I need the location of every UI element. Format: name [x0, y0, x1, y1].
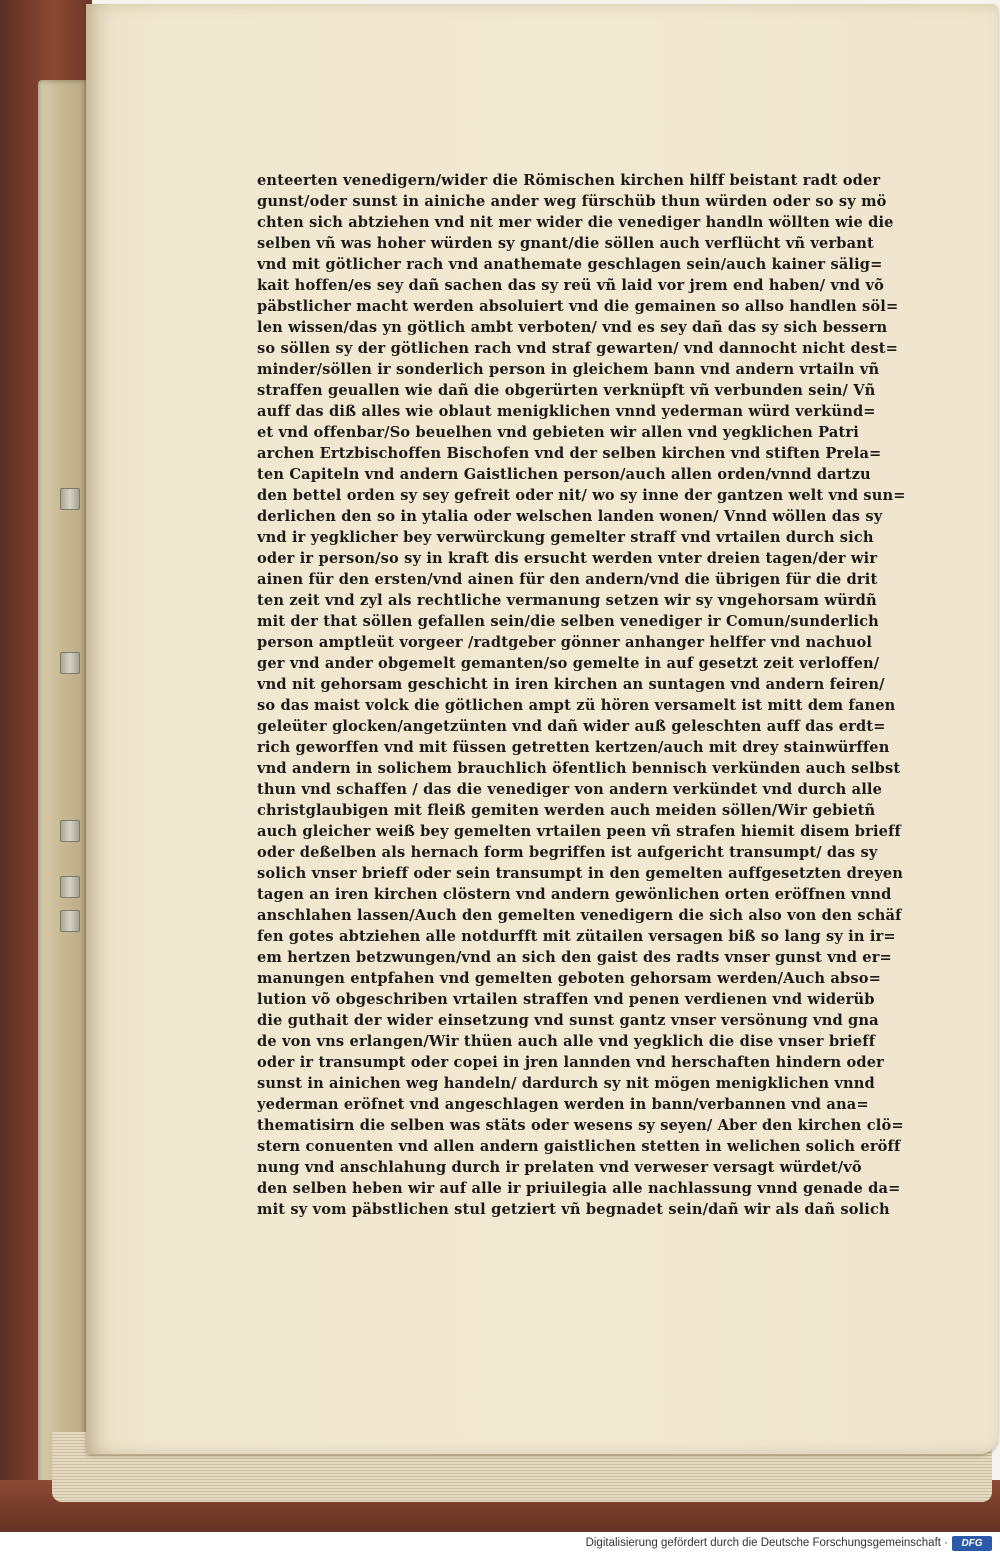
text-line: geleüter glocken/angetzünten vnd dañ wider auß geleschten auff das erdt= — [257, 718, 886, 735]
text-line: fen gotes abtziehen alle notdurfft mit zütailen versagen biß so lang sy in ir= — [257, 928, 896, 945]
text-line: de von vns erlangen/Wir thüen auch alle vnd yegklich die dise vnser brieff — [257, 1033, 876, 1050]
text-line: auch gleicher weiß bey gemelten vrtailen peen vñ strafen hiemit disem brieff — [257, 823, 901, 840]
text-line: gunst/oder sunst in ainiche ander weg fürschüb thun würden oder so sy mö — [257, 193, 887, 210]
text-line: kait hoffen/es sey dañ sachen das sy reü vñ laid vor jrem end haben/ vnd võ — [257, 277, 884, 294]
text-line: et vnd offenbar/So beuelhen vnd gebieten wir allen vnd yegklichen Patri — [257, 424, 859, 441]
text-line: solich vnser brieff oder sein transumpt in den gemelten auffgesetzten dreyen — [257, 865, 904, 882]
page-tab — [60, 910, 80, 932]
text-line: ger vnd ander obgemelt gemanten/so gemelte in auf gesetzt zeit verloffen/ — [257, 655, 880, 672]
text-line: thun vnd schaffen / das die venediger von andern verkündet vnd durch alle — [257, 781, 883, 798]
text-line: oder deßelben als hernach form begriffen ist aufgericht transumpt/ das sy — [257, 844, 878, 861]
text-line: person amptleüt vorgeer /radtgeber gönner anhanger helffer vnd nachuol — [257, 634, 873, 651]
text-line: thematisirn die selben was stäts oder wesens sy seyen/ Aber den kirchen clö= — [257, 1117, 904, 1134]
text-line: den selben heben wir auf alle ir priuilegia alle nachlassung vnnd genade da= — [257, 1180, 901, 1197]
text-line: mit sy vom päbstlichen stul getziert vñ begnadet sein/dañ wir als dañ solich — [257, 1201, 890, 1218]
text-line: so söllen sy der götlichen rach vnd straf gewarten/ vnd dannocht nicht dest= — [257, 340, 898, 357]
text-line: enteerten venedigern/wider die Römischen kirchen hilff beistant radt oder — [257, 172, 881, 189]
text-line: vnd ir yegklicher bey verwürckung gemelter straff vnd vrtailen durch sich — [257, 529, 874, 546]
text-line: derlichen den so in ytalia oder welschen landen wonen/ Vnnd wöllen das sy — [257, 508, 883, 525]
text-line: straffen geuallen wie dañ die obgerürten verknüpft vñ verbunden sein/ Vñ — [257, 382, 876, 399]
text-line: selben vñ was hoher würden sy gnant/die söllen auch verflücht vñ verbant — [257, 235, 874, 252]
text-line: so das maist volck die götlichen ampt zü hören versamelt ist mitt dem fanen — [257, 697, 896, 714]
text-line: anschlahen lassen/Auch den gemelten venedigern die sich also von den schäf — [257, 907, 902, 924]
text-line: stern conuenten vnd allen andern gaistlichen stetten in welichen solich eröff — [257, 1138, 901, 1155]
text-line: oder ir transumpt oder copei in jren lannden vnd herschaften hindern oder — [257, 1054, 885, 1071]
page-tab — [60, 652, 80, 674]
book-binding-left — [0, 0, 92, 1530]
text-line: auff das diß alles wie oblaut menigklichen vnnd yederman würd verkünd= — [257, 403, 876, 420]
text-line: sunst in ainichen weg handeln/ dardurch sy nit mögen menigklichen vnnd — [257, 1075, 875, 1092]
text-line: em hertzen betzwungen/vnd an sich den gaist des radts vnser gunst vnd er= — [257, 949, 892, 966]
text-line: nung vnd anschlahung durch ir prelaten vnd verweser versagt würdet/võ — [257, 1159, 862, 1176]
body-text — [257, 170, 927, 1220]
dfg-logo: DFG — [952, 1536, 992, 1551]
text-line: christglaubigen mit fleiß gemiten werden auch meiden söllen/Wir gebietñ — [257, 802, 876, 819]
text-line: vnd mit götlicher rach vnd anathemate geschlagen sein/auch kainer sälig= — [257, 256, 883, 273]
text-line: vnd nit gehorsam geschicht in iren kirchen an suntagen vnd andern feiren/ — [257, 676, 885, 693]
text-line: rich geworffen vnd mit füssen getretten kertzen/auch mit drey stainwürffen — [257, 739, 890, 756]
text-line: mit der that söllen gefallen sein/die selben venediger ir Comun/sunderlich — [257, 613, 879, 630]
funding-notice: Digitalisierung gefördert durch die Deutsche Forschungsgemeinschaft · — [585, 1537, 948, 1549]
text-line: lution võ obgeschriben vrtailen straffen vnd penen verdienen vnd widerüb — [257, 991, 875, 1008]
page-tab — [60, 876, 80, 898]
page-tab — [60, 488, 80, 510]
text-line: ten Capiteln vnd andern Gaistlichen person/auch allen orden/vnnd dartzu — [257, 466, 871, 483]
text-line: die guthait der wider einsetzung vnd sunst gantz vnser versönung vnd gna — [257, 1012, 879, 1029]
text-line: manungen entpfahen vnd gemelten geboten gehorsam werden/Auch abso= — [257, 970, 881, 987]
text-line: tagen an iren kirchen clöstern vnd andern gewönlichen orten eröffnen vnnd — [257, 886, 892, 903]
text-line: päbstlicher macht werden absoluiert vnd die gemainen so allso handlen söl= — [257, 298, 899, 315]
text-line: yederman eröfnet vnd angeschlagen werden in bann/verbannen vnd ana= — [257, 1096, 869, 1113]
text-line: chten sich abtziehen vnd nit mer wider die venediger handln wöllten wie die — [257, 214, 894, 231]
text-line: den bettel orden sy sey gefreit oder nit/ wo sy inne der gantzen welt vnd sun= — [257, 487, 906, 504]
text-line: archen Ertzbischoffen Bischofen vnd der selben kirchen vnd stiften Prela= — [257, 445, 882, 462]
text-line: ainen für den ersten/vnd ainen für den andern/vnd die übrigen für die drit — [257, 571, 878, 588]
text-line: len wissen/das yn götlich ambt verboten/ vnd es sey dañ das sy sich bessern — [257, 319, 888, 336]
text-line: ten zeit vnd zyl als rechtliche vermanung setzen wir sy vngehorsam würdñ — [257, 592, 877, 609]
text-line: minder/söllen ir sonderlich person in gleichem bann vnd andern vrtailn vñ — [257, 361, 880, 378]
text-line: oder ir person/so sy in kraft dis ersucht werden vnter dreien tagen/der wir — [257, 550, 878, 567]
footer-bar — [0, 1532, 1000, 1556]
text-line: vnd andern in solichem brauchlich öfentlich bennisch verkünden auch selbst — [257, 760, 901, 777]
page-tab — [60, 820, 80, 842]
